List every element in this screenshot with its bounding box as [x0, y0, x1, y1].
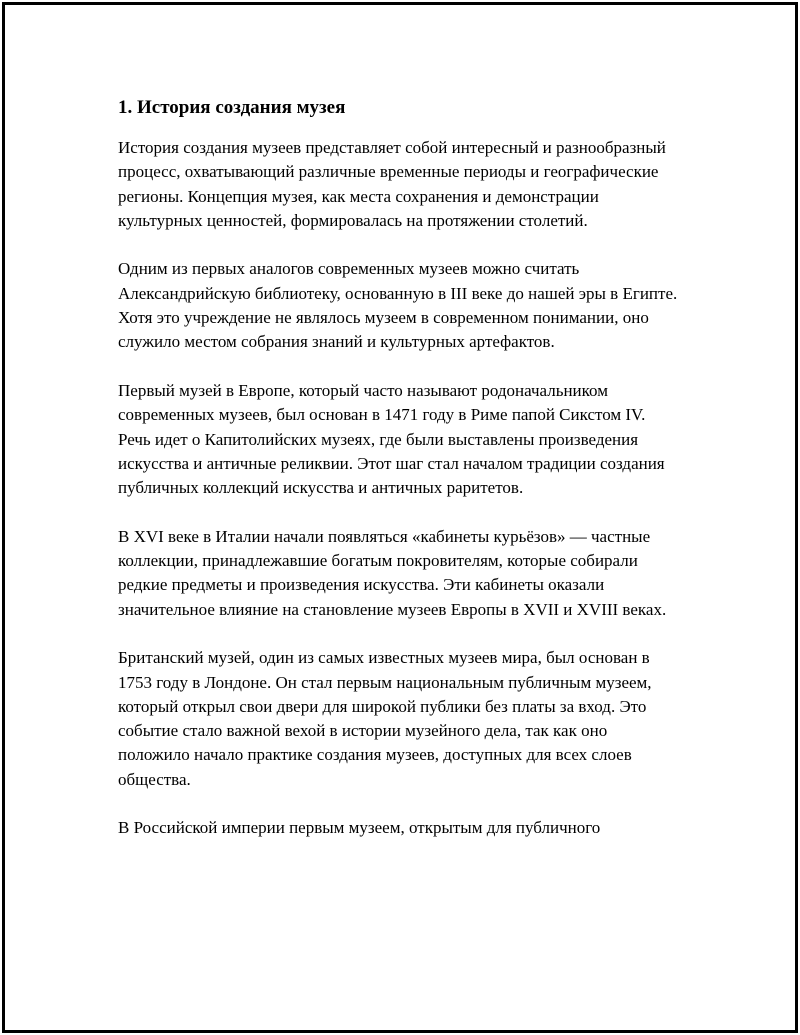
document-body: [118, 96, 678, 865]
section-title: 1. История создания музея: [118, 97, 346, 118]
paragraph-6: В Российской империи первым музеем, открытым для публичного: [118, 818, 601, 838]
paragraph-1: История создания музеев представляет собой интересный и разнообразный процесс, охватывающий различные временные периоды и географические регионы. Концепция музея, как места сохранения и демонстрации культурных ценностей, формировалась на протяжении столетий.: [118, 138, 666, 230]
paragraph-4: В XVI веке в Италии начали появляться «кабинеты курьёзов» — частные коллекции, принадлежавшие богатым покровителям, которые собирали редкие предметы и произведения искусства. Эти кабинеты оказали значительное влияние на становление музеев Европы в XVII и XVIII веках.: [118, 526, 667, 619]
paragraph-5: Британский музей, один из самых известных музеев мира, был основан в 1753 году в Лондоне. Он стал первым национальным публичным музеем, который открыл свои двери для широкой публики без платы за вход. Это событие стало важной вехой в истории музейного дела, так как оно положило начало практике создания музеев, доступных для всех слоев общества.: [118, 648, 652, 789]
paragraph-2: Одним из первых аналогов современных музеев можно считать Александрийскую библиотеку, основанную в III веке до нашей эры в Египте. Хотя это учреждение не являлось музеем в современном понимании, оно служило местом собрания знаний и культурных артефактов.: [118, 259, 678, 352]
paragraph-3: Первый музей в Европе, который часто называют родоначальником современных музеев, был основан в 1471 году в Риме папой Сикстом IV. Речь идет о Капитолийских музеях, где были выставлены произведения искусства и античные реликвии. Этот шаг стал началом традиции создания публичных коллекций искусства и античных раритетов.: [118, 380, 665, 498]
